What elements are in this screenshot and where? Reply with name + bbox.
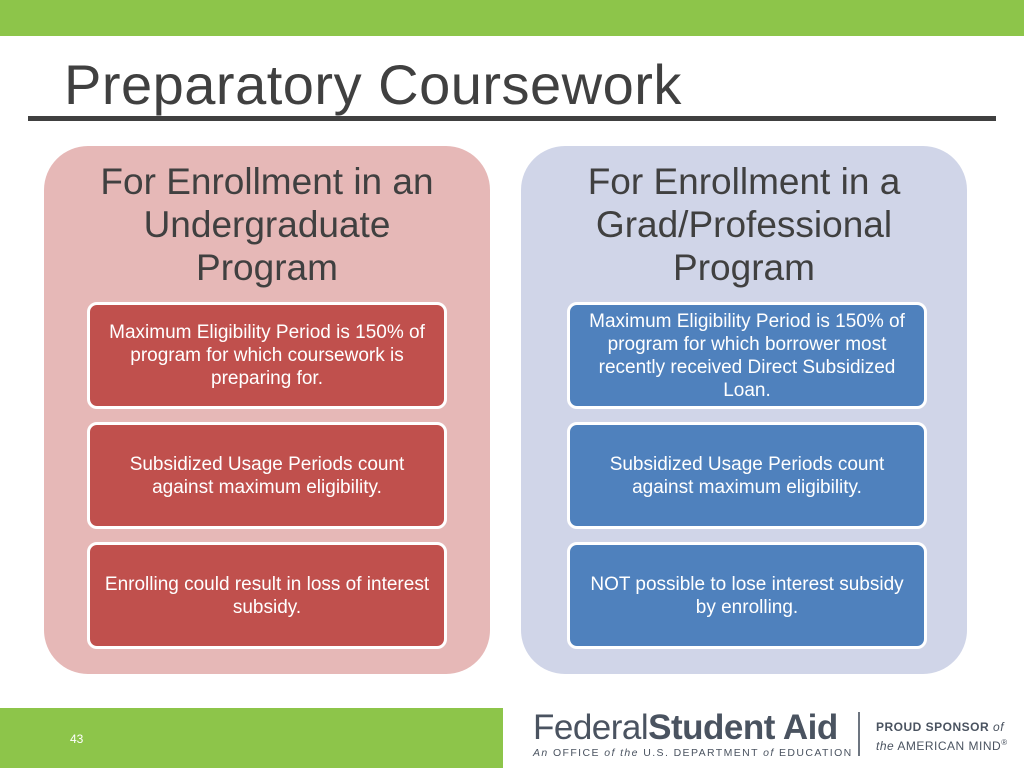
graduate-panel bbox=[521, 146, 967, 674]
tagline-an: An bbox=[533, 747, 549, 759]
graduate-box-interest-subsidy: NOT possible to lose interest subsidy by enrolling. bbox=[567, 542, 927, 649]
undergraduate-heading-line-1: For Enrollment in an bbox=[100, 161, 434, 202]
sponsor-line-2 bbox=[876, 735, 1008, 754]
federal-student-aid-logo bbox=[533, 708, 853, 759]
graduate-heading-line-3: Program bbox=[673, 247, 815, 288]
undergraduate-box-interest-subsidy: Enrolling could result in loss of interest subsidy. bbox=[87, 542, 447, 649]
undergraduate-box-eligibility-period: Maximum Eligibility Period is 150% of program for which coursework is preparing for. bbox=[87, 302, 447, 409]
graduate-heading-line-1: For Enrollment in a bbox=[587, 161, 901, 202]
tagline-the: the bbox=[620, 747, 639, 759]
sponsor-american-mind: AMERICAN MIND bbox=[897, 739, 1002, 753]
undergraduate-box-usage-periods: Subsidized Usage Periods count against maximum eligibility. bbox=[87, 422, 447, 529]
sponsor-line-1 bbox=[876, 720, 1008, 735]
title-underline bbox=[28, 116, 996, 121]
logo-student-aid: Student Aid bbox=[648, 708, 838, 747]
graduate-heading bbox=[531, 160, 957, 289]
undergraduate-heading bbox=[54, 160, 480, 289]
graduate-heading-line-2: Grad/Professional bbox=[595, 204, 893, 245]
graduate-box-usage-periods: Subsidized Usage Periods count against maximum eligibility. bbox=[567, 422, 927, 529]
sponsor-proud: PROUD SPONSOR bbox=[876, 720, 990, 734]
top-accent-bar bbox=[0, 0, 1024, 36]
sponsor-of: of bbox=[993, 720, 1005, 734]
slide-title: Preparatory Coursework bbox=[64, 53, 682, 116]
tagline-of: of bbox=[604, 747, 616, 759]
tagline-of-2: of bbox=[763, 747, 775, 759]
proud-sponsor-mark bbox=[876, 720, 1008, 754]
undergraduate-panel bbox=[44, 146, 490, 674]
tagline-office: OFFICE bbox=[552, 747, 600, 759]
logo-divider bbox=[858, 712, 860, 756]
tagline-education: EDUCATION bbox=[778, 747, 853, 759]
logo-federal: Federal bbox=[533, 708, 649, 747]
graduate-box-eligibility-period: Maximum Eligibility Period is 150% of program for which borrower most recently received Direct Subsidized Loan. bbox=[567, 302, 927, 409]
logo-wordmark bbox=[533, 708, 853, 748]
registered-mark: ® bbox=[1001, 738, 1008, 747]
sponsor-the: the bbox=[876, 739, 895, 753]
undergraduate-heading-line-2: Undergraduate bbox=[143, 204, 391, 245]
page-number: 43 bbox=[70, 732, 84, 746]
logo-tagline bbox=[533, 747, 853, 759]
tagline-department: U.S. DEPARTMENT bbox=[643, 747, 759, 759]
undergraduate-heading-line-3: Program bbox=[196, 247, 338, 288]
